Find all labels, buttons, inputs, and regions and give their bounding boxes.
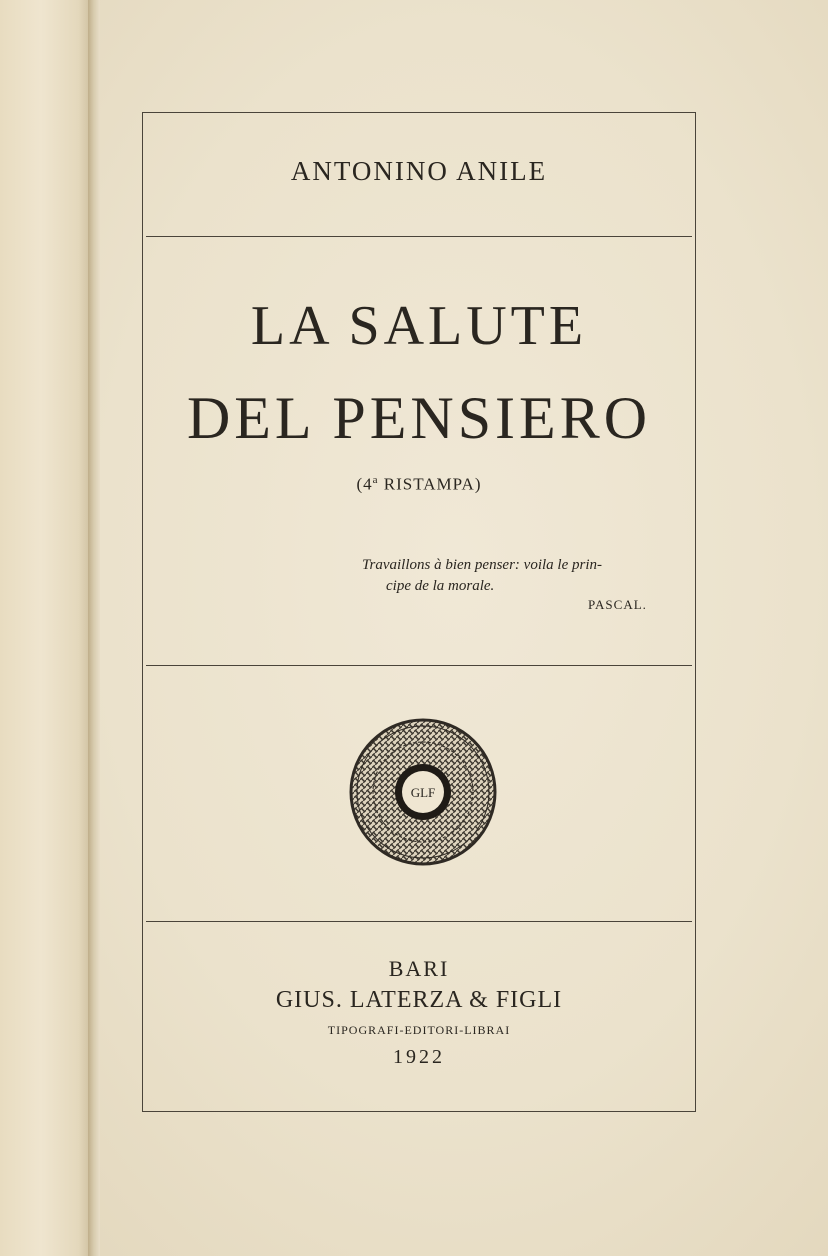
- epigraph-author: PASCAL.: [588, 597, 647, 612]
- seal-monogram: GLF: [410, 785, 436, 800]
- imprint-publisher: GIUS. LATERZA & FIGLI: [275, 987, 563, 1013]
- author-name: ANTONINO ANILE: [290, 156, 548, 186]
- epigraph-line-2: cipe de la morale.: [386, 578, 495, 594]
- imprint-year: 1922: [393, 1046, 445, 1068]
- reprint-note: [142, 474, 696, 495]
- publisher-seal-icon: [348, 717, 498, 867]
- reprint-rest: RISTAMPA): [378, 474, 482, 494]
- book-gutter: [88, 0, 100, 1256]
- imprint-trade: TIPOGRAFI-EDITORI-LIBRAI: [327, 1023, 511, 1037]
- rule-below-author: [146, 236, 692, 237]
- epigraph-line-1: Travaillons à bien penser: voila le prin-: [362, 557, 602, 573]
- reprint-open: (4: [356, 474, 373, 494]
- imprint-city: BARI: [388, 956, 450, 981]
- rule-below-epigraph: [146, 665, 692, 666]
- rule-above-imprint: [146, 921, 692, 922]
- book-title-line-1: LA SALUTE: [250, 295, 588, 357]
- book-title-line-2: DEL PENSIERO: [186, 385, 652, 451]
- reprint-superscript: a: [372, 474, 379, 486]
- left-page-edge: [0, 0, 92, 1256]
- epigraph: [362, 555, 672, 597]
